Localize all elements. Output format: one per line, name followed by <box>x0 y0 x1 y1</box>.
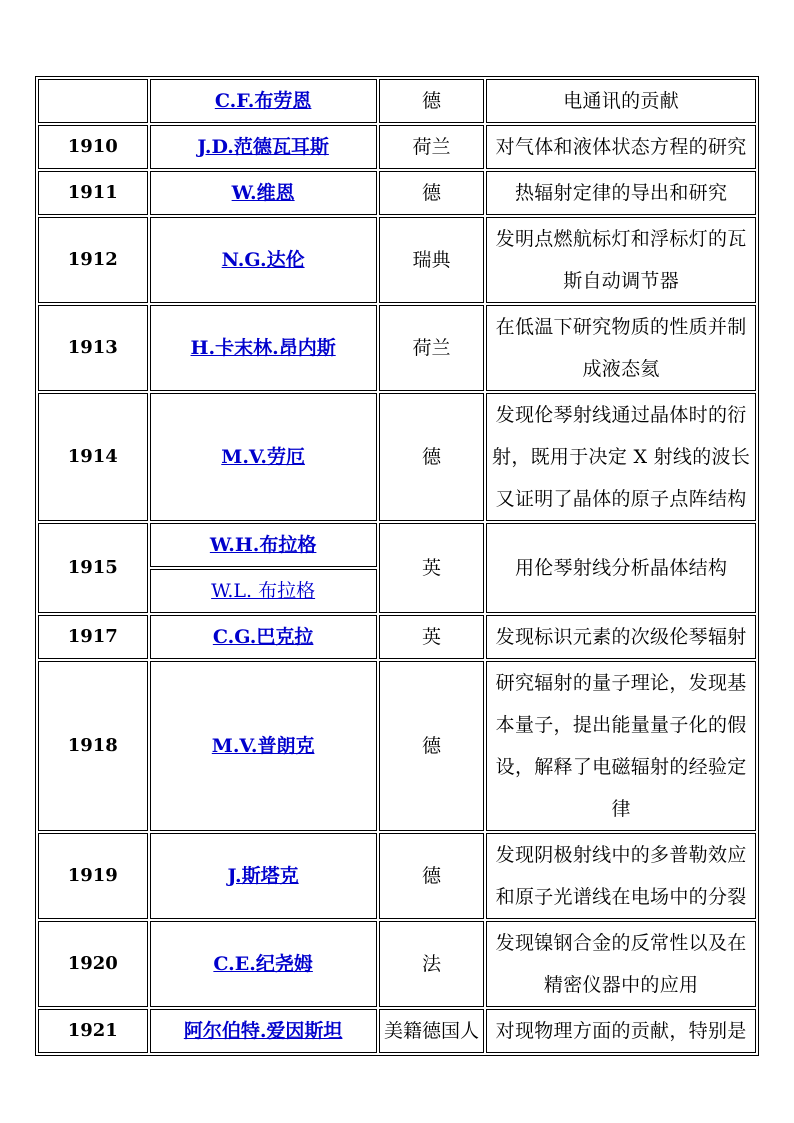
country-cell: 德 <box>379 393 484 521</box>
laureate-link[interactable]: 阿尔伯特.爱因斯坦 <box>183 1020 343 1042</box>
country-cell: 英 <box>379 523 484 613</box>
contribution-cell: 热辐射定律的导出和研究 <box>486 171 756 215</box>
laureate-link[interactable]: H.卡末林.昂内斯 <box>190 337 336 359</box>
laureate-cell <box>150 171 377 215</box>
laureate-cell <box>150 615 377 659</box>
year-cell: 1918 <box>38 661 148 831</box>
country-cell: 美籍德国人 <box>379 1009 484 1053</box>
year-cell: 1911 <box>38 171 148 215</box>
contribution-cell: 发明点燃航标灯和浮标灯的瓦斯自动调节器 <box>486 217 756 303</box>
laureate-link[interactable]: C.G.巴克拉 <box>212 626 314 648</box>
table-row <box>38 615 756 659</box>
contribution-cell: 对气体和液体状态方程的研究 <box>486 125 756 169</box>
year-cell: 1920 <box>38 921 148 1007</box>
laureate-link[interactable]: W.H.布拉格 <box>209 534 317 556</box>
year-cell: 1917 <box>38 615 148 659</box>
laureate-link[interactable]: C.F.布劳恩 <box>214 90 312 112</box>
country-cell: 瑞典 <box>379 217 484 303</box>
table-row <box>38 79 756 123</box>
laureate-cell <box>150 125 377 169</box>
laureate-cell <box>150 79 377 123</box>
table-row <box>38 921 756 1007</box>
laureate-link[interactable]: W.L. 布拉格 <box>211 580 316 602</box>
country-cell: 英 <box>379 615 484 659</box>
country-cell: 德 <box>379 79 484 123</box>
laureate-cell <box>150 393 377 521</box>
contribution-cell: 电通讯的贡献 <box>486 79 756 123</box>
laureate-cell <box>150 833 377 919</box>
contribution-cell: 在低温下研究物质的性质并制成液态氦 <box>486 305 756 391</box>
year-cell: 1910 <box>38 125 148 169</box>
table-row <box>38 393 756 521</box>
contribution-cell: 发现标识元素的次级伦琴辐射 <box>486 615 756 659</box>
table-row <box>38 217 756 303</box>
laureate-cell <box>150 569 377 613</box>
laureate-link[interactable]: N.G.达伦 <box>221 249 305 271</box>
table-row <box>38 1009 756 1053</box>
contribution-cell: 发现伦琴射线通过晶体时的衍射，既用于决定 X 射线的波长又证明了晶体的原子点阵结构 <box>486 393 756 521</box>
contribution-cell: 对现物理方面的贡献，特别是 <box>486 1009 756 1053</box>
country-cell: 法 <box>379 921 484 1007</box>
country-cell: 荷兰 <box>379 305 484 391</box>
laureate-cell <box>150 1009 377 1053</box>
table-row <box>38 305 756 391</box>
country-cell: 德 <box>379 661 484 831</box>
year-cell <box>38 79 148 123</box>
country-cell: 德 <box>379 833 484 919</box>
year-cell: 1913 <box>38 305 148 391</box>
laureate-link[interactable]: M.V.劳厄 <box>221 446 305 468</box>
laureate-link[interactable]: J.斯塔克 <box>227 865 299 887</box>
laureate-cell <box>150 305 377 391</box>
table-row <box>38 125 756 169</box>
laureate-cell <box>150 921 377 1007</box>
contribution-cell: 发现阴极射线中的多普勒效应和原子光谱线在电场中的分裂 <box>486 833 756 919</box>
table-row <box>38 833 756 919</box>
year-cell: 1919 <box>38 833 148 919</box>
contribution-cell: 发现镍钢合金的反常性以及在精密仪器中的应用 <box>486 921 756 1007</box>
laureate-cell <box>150 661 377 831</box>
contribution-cell: 用伦琴射线分析晶体结构 <box>486 523 756 613</box>
table-row <box>38 171 756 215</box>
table-row <box>38 661 756 831</box>
laureate-cell <box>150 217 377 303</box>
year-cell: 1915 <box>38 523 148 613</box>
laureate-link[interactable]: C.E.纪尧姆 <box>213 953 313 975</box>
contribution-cell: 研究辐射的量子理论，发现基本量子，提出能量量子化的假设，解释了电磁辐射的经验定律 <box>486 661 756 831</box>
table-row <box>38 523 756 567</box>
country-cell: 德 <box>379 171 484 215</box>
laureate-link[interactable]: W.维恩 <box>231 182 295 204</box>
laureate-cell <box>150 523 377 567</box>
year-cell: 1921 <box>38 1009 148 1053</box>
laureate-link[interactable]: M.V.普朗克 <box>211 735 315 757</box>
country-cell: 荷兰 <box>379 125 484 169</box>
nobel-prize-physics-table <box>35 76 759 1056</box>
laureate-link[interactable]: J.D.范德瓦耳斯 <box>197 136 329 158</box>
year-cell: 1912 <box>38 217 148 303</box>
year-cell: 1914 <box>38 393 148 521</box>
